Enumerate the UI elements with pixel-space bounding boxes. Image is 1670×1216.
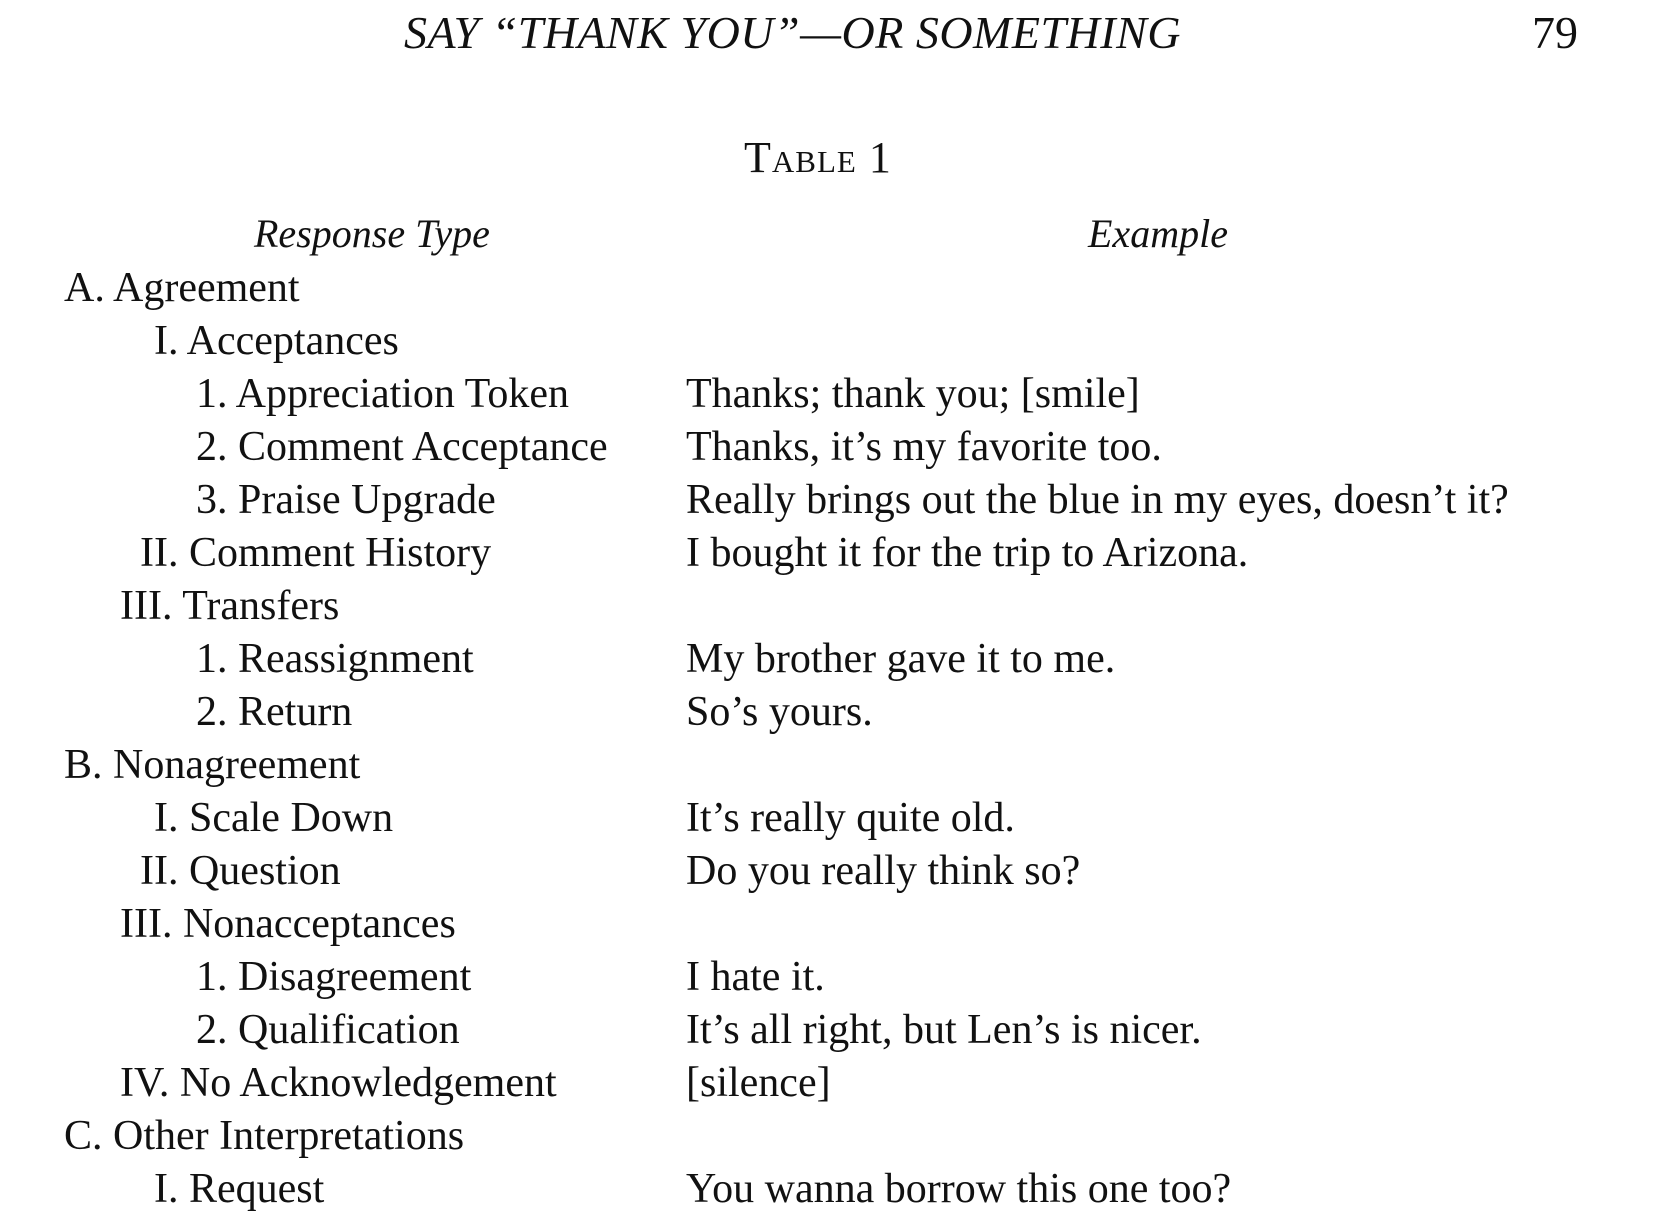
table-row — [0, 527, 1670, 580]
table-row — [0, 1004, 1670, 1057]
table-row — [0, 633, 1670, 686]
response-type-cell: I. Request — [154, 1166, 325, 1212]
running-head — [0, 6, 1670, 76]
table-row — [0, 315, 1670, 368]
column-header-response-type: Response Type — [254, 211, 490, 256]
response-type-cell: C. Other Interpretations — [64, 1113, 465, 1159]
response-type-cell: 3. Praise Upgrade — [196, 477, 496, 523]
example-cell: Really brings out the blue in my eyes, doesn’t it? — [686, 477, 1509, 523]
response-type-cell: II. Comment History — [140, 530, 492, 576]
table-row — [0, 686, 1670, 739]
response-type-cell: 2. Comment Acceptance — [196, 424, 608, 470]
example-cell: My brother gave it to me. — [686, 636, 1116, 682]
response-type-cell: 2. Return — [196, 689, 353, 735]
example-cell: I hate it. — [686, 954, 825, 1000]
table-row — [0, 580, 1670, 633]
table-row — [0, 474, 1670, 527]
example-cell: I bought it for the trip to Arizona. — [686, 530, 1249, 576]
example-cell: So’s yours. — [686, 689, 873, 735]
example-cell: It’s really quite old. — [686, 795, 1015, 841]
table-row — [0, 368, 1670, 421]
table-row — [0, 951, 1670, 1004]
table-caption: Table 1 — [744, 133, 892, 182]
example-cell: [silence] — [686, 1060, 831, 1106]
table-row — [0, 739, 1670, 792]
response-type-cell: IV. No Acknowledgement — [120, 1060, 557, 1106]
table-row — [0, 898, 1670, 951]
response-type-cell: I. Acceptances — [154, 318, 399, 364]
table-row — [0, 845, 1670, 898]
example-cell: Thanks; thank you; [smile] — [686, 371, 1140, 417]
response-type-cell: III. Nonacceptances — [120, 901, 456, 947]
table-row — [0, 1163, 1670, 1216]
response-type-cell: 1. Disagreement — [196, 954, 472, 1000]
response-type-cell: II. Question — [140, 848, 341, 894]
running-title: SAY “THANK YOU”—OR SOMETHING — [404, 7, 1181, 58]
table-row — [0, 262, 1670, 315]
table-row — [0, 1110, 1670, 1163]
example-cell: Thanks, it’s my favorite too. — [686, 424, 1162, 470]
example-cell: It’s all right, but Len’s is nicer. — [686, 1007, 1202, 1053]
column-header-example: Example — [1088, 211, 1228, 256]
example-cell: Do you really think so? — [686, 848, 1081, 894]
response-type-table — [0, 262, 1670, 1216]
response-type-cell: A. Agreement — [64, 265, 300, 311]
response-type-cell: I. Scale Down — [154, 795, 394, 841]
table-row — [0, 421, 1670, 474]
response-type-cell: 1. Reassignment — [196, 636, 474, 682]
response-type-cell: 1. Appreciation Token — [196, 371, 570, 417]
table-row — [0, 792, 1670, 845]
page-number: 79 — [1532, 7, 1578, 58]
example-cell: You wanna borrow this one too? — [686, 1166, 1232, 1212]
response-type-cell: B. Nonagreement — [64, 742, 361, 788]
table-row — [0, 1057, 1670, 1110]
response-type-cell: III. Transfers — [120, 583, 340, 629]
response-type-cell: 2. Qualification — [196, 1007, 460, 1053]
